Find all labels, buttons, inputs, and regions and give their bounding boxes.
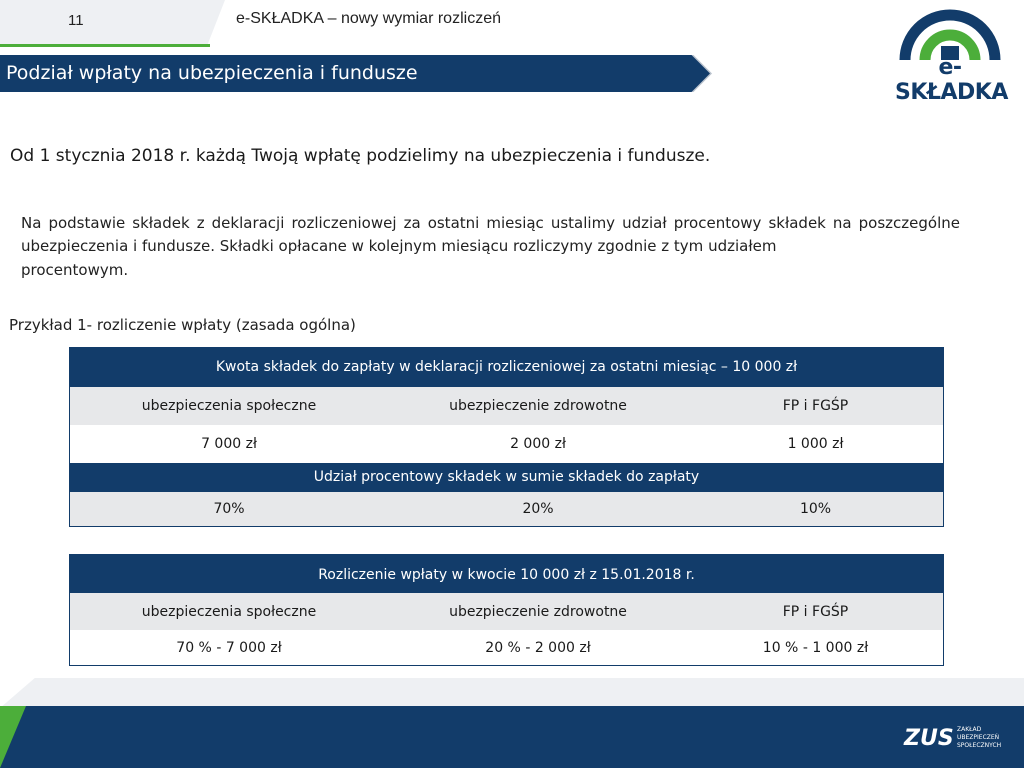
- percent-cell: 20%: [522, 501, 554, 517]
- table-row: [70, 387, 943, 425]
- amount-cell: 7 000 zł: [201, 436, 257, 452]
- settlement-table: [69, 554, 944, 666]
- settlement-cell: 20 % - 2 000 zł: [485, 639, 591, 656]
- lead-sentence: Od 1 stycznia 2018 r. każdą Twoją wpłatę podzielimy na ubezpieczenia i fundusze.: [10, 146, 711, 166]
- e-skladka-logo: [895, 8, 1008, 105]
- zus-name-line: SPOŁECZNYCH: [957, 742, 1002, 749]
- contributions-table-header: Kwota składek do zapłaty w deklaracji rozliczeniowej za ostatni miesiąc – 10 000 zł: [70, 348, 943, 387]
- example-heading: Przykład 1- rozliczenie wpłaty (zasada ogólna): [9, 316, 356, 334]
- footer-band: [0, 706, 1024, 768]
- contributions-table: [69, 347, 944, 527]
- explanation-paragraph-end: procentowym.: [21, 261, 129, 279]
- zus-logo-name: [957, 726, 1017, 750]
- column-header: FP i FGŚP: [782, 603, 849, 620]
- table-row: [70, 425, 943, 463]
- table-row: [70, 492, 943, 526]
- settlement-table-header: Rozliczenie wpłaty w kwocie 10 000 zł z 15.01.2018 r.: [70, 555, 943, 593]
- amount-cell: 1 000 zł: [787, 436, 844, 452]
- column-header: ubezpieczenia społeczne: [141, 398, 317, 414]
- settlement-cell: 70 % - 7 000 zł: [176, 639, 282, 656]
- zus-name-line: UBEZPIECZEŃ: [957, 734, 1000, 741]
- explanation-paragraph: [21, 212, 960, 258]
- settlement-cell: 10 % - 1 000 zł: [762, 639, 869, 656]
- page-number: 11: [68, 12, 84, 29]
- logo-text: e-SKŁADKA: [895, 55, 1008, 105]
- column-header: ubezpieczenie zdrowotne: [449, 603, 627, 620]
- percent-cell: 70%: [213, 501, 245, 517]
- table-row: [70, 630, 943, 665]
- amount-cell: 2 000 zł: [510, 436, 566, 452]
- footer-light-band: [0, 678, 1024, 708]
- document-header: e-SKŁADKA – nowy wymiar rozliczeń: [236, 10, 501, 27]
- slide-title: Podział wpłaty na ubezpieczenia i fundusze: [6, 62, 418, 84]
- percentage-subheader: Udział procentowy składek w sumie składek do zapłaty: [70, 463, 943, 492]
- column-header: FP i FGŚP: [782, 398, 849, 414]
- page-number-underline: [0, 44, 210, 47]
- zus-logo-icon: ZUS: [904, 726, 954, 751]
- table-row: [70, 593, 943, 630]
- page-number-box: [0, 0, 225, 46]
- percent-cell: 10%: [799, 501, 832, 517]
- explanation-text: Na podstawie składek z deklaracji rozliczeniowej za ostatni miesiąc ustalimy udział procentowy składek na poszczególne ubezpieczenia i fundusze. Składki opłacane w kolejnym miesiącu rozliczymy zgodnie z tym udziałem: [21, 214, 960, 255]
- zus-name-line: ZAKŁAD: [957, 726, 982, 733]
- column-header: ubezpieczenia społeczne: [141, 603, 317, 620]
- column-header: ubezpieczenie zdrowotne: [449, 398, 627, 414]
